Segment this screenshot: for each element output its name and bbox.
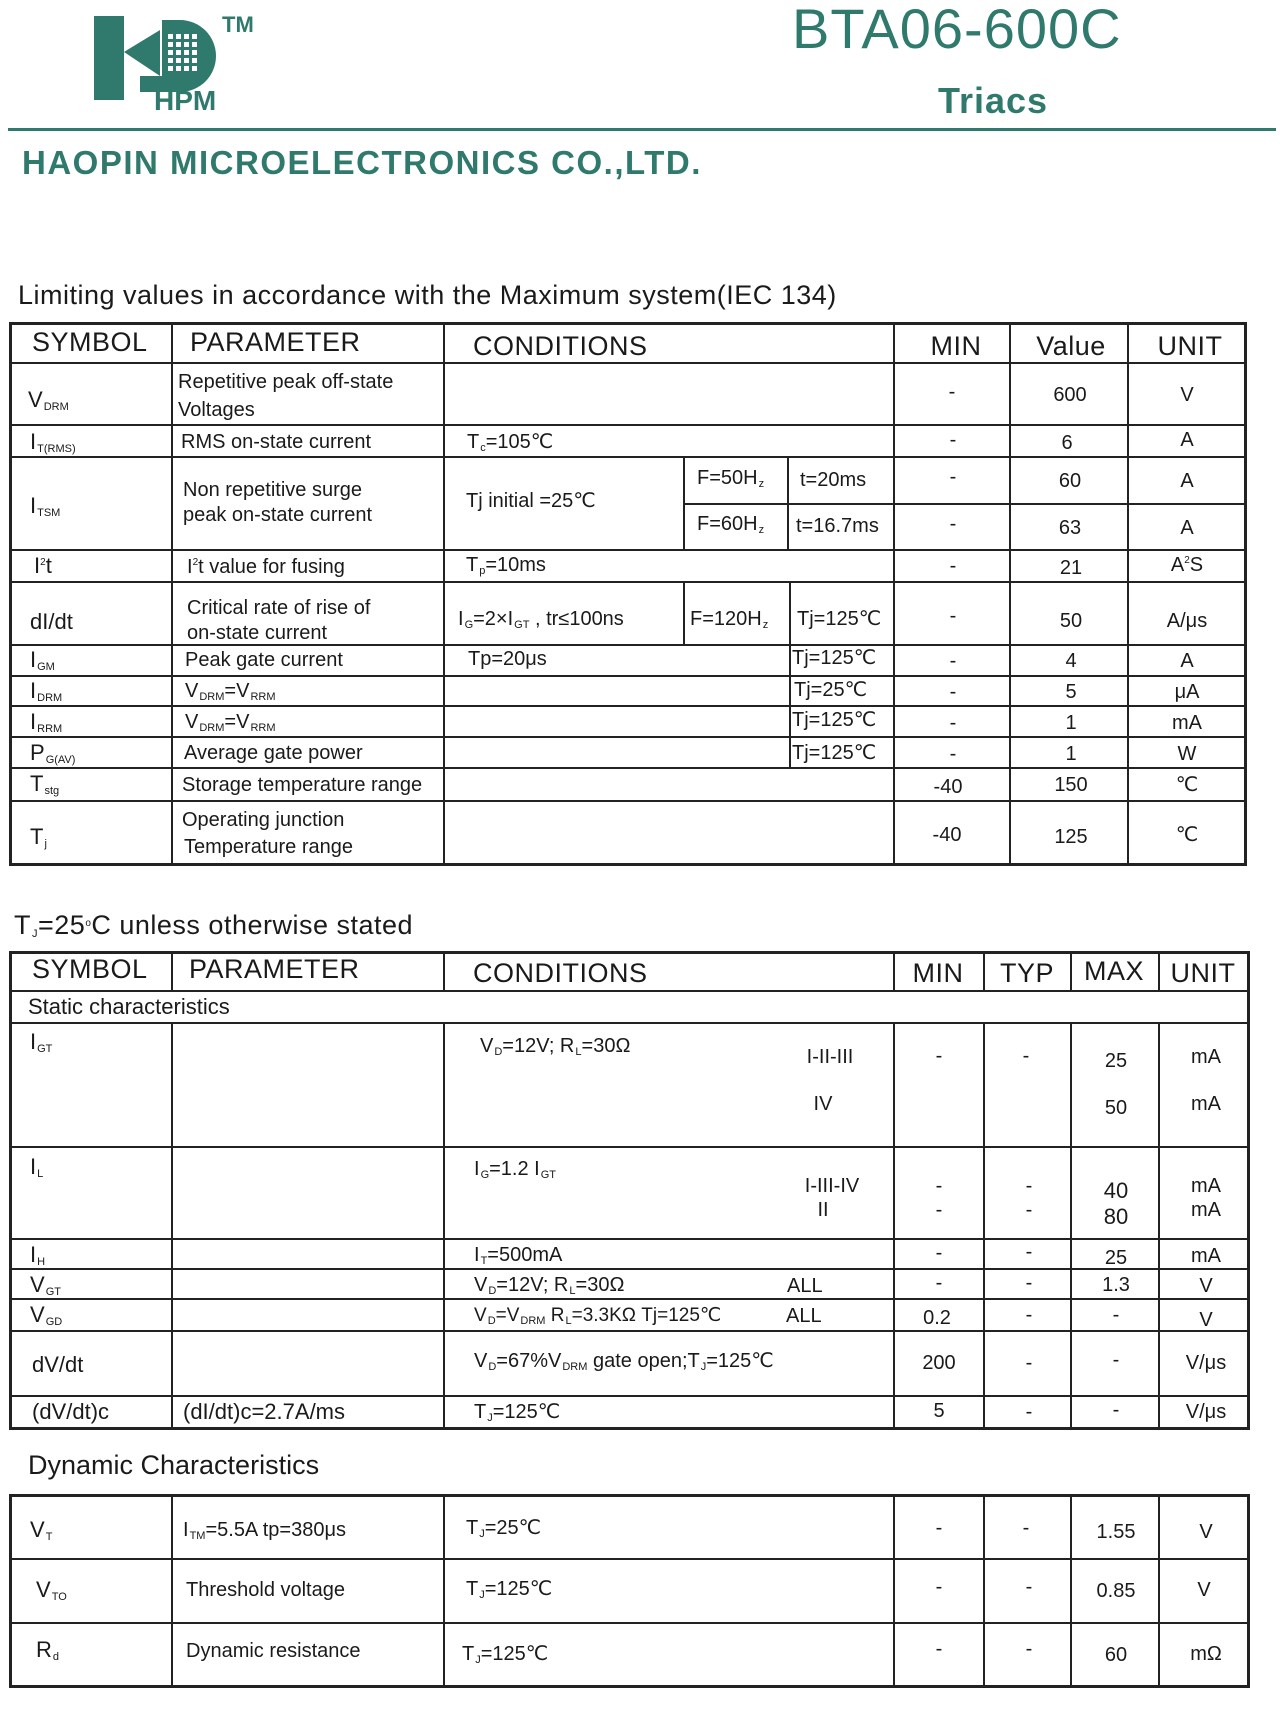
param-igm: Peak gate current (185, 649, 343, 671)
symbol-il: $I_L$ (30, 1154, 44, 1180)
min-dvdtc: 5 (933, 1400, 945, 1422)
cond-vto: $T_J=125℃$ (466, 1578, 553, 1601)
max-vgd: - (1112, 1304, 1120, 1326)
cond-vgt: $V_D=12V$; $R_L=30\Omega$ (474, 1274, 625, 1297)
symbol-i2t: $I^2t$ (34, 553, 52, 578)
tj-irrm: Tj=125℃ (792, 709, 877, 731)
header-min: MIN (930, 331, 982, 361)
cond-dvdtc: $T_J=125℃$ (474, 1401, 561, 1424)
typ-dvdtc: - (1025, 1401, 1033, 1423)
min-irrm: - (949, 712, 957, 734)
max-rd: 60 (1104, 1644, 1128, 1666)
min-tstg: -40 (933, 776, 963, 798)
symbol-itrms: $I_{T(RMS)}$ (30, 429, 76, 455)
min-ih: - (935, 1242, 943, 1264)
symbol-ih: $I_H$ (30, 1242, 46, 1268)
param-didt-2: on-state current (187, 622, 328, 644)
value-vdrm: 600 (1053, 384, 1087, 406)
unit-vdrm: V (1180, 384, 1194, 406)
min-vgt: - (935, 1272, 943, 1294)
typ-vt: - (1022, 1517, 1030, 1539)
typ-igt: - (1022, 1045, 1030, 1067)
char-header-typ: TYP (999, 958, 1055, 988)
tj-idrm: Tj=25℃ (794, 679, 868, 701)
unit-dvdt: V/μs (1185, 1352, 1227, 1374)
value-itsm-2: 63 (1058, 517, 1082, 539)
value-i2t: 21 (1059, 557, 1083, 579)
min-i2t: - (949, 555, 957, 577)
cond-ih: $I_T=500mA$ (474, 1244, 563, 1267)
cond-vgd: $V_D=V_{DRM}$ $R_L=3.3K\Omega$ Tj=125℃ (474, 1305, 722, 1327)
param-vt: $I_{TM}=5.5A$ tp=380μs (183, 1519, 346, 1542)
param-rd: Dynamic resistance (186, 1640, 361, 1662)
value-itsm-1: 60 (1058, 470, 1082, 492)
param-tj-2: Temperature range (184, 836, 353, 858)
cond-igt: $V_D=12V$; $R_L=30\Omega$ (480, 1035, 631, 1058)
min-vto: - (935, 1576, 943, 1598)
unit-igt-2: mA (1191, 1093, 1221, 1115)
min-itsm-2: - (949, 513, 957, 535)
symbol-pgav: $P_{G(AV)}$ (30, 740, 76, 766)
param-itsm-2: peak on-state current (183, 504, 372, 526)
param-didt-1: Critical rate of rise of (187, 597, 371, 619)
quadrant-il-2: II (817, 1199, 829, 1221)
header-unit: UNIT (1157, 331, 1223, 361)
unit-didt: A/μs (1166, 610, 1208, 632)
max-il-1: 40 (1103, 1178, 1129, 1203)
typ-vgd: - (1025, 1304, 1033, 1326)
unit-idrm: μA (1174, 681, 1200, 703)
unit-i2t: $A^2S$ (1170, 554, 1204, 576)
max-igt-2: 50 (1104, 1097, 1128, 1119)
quadrant-vgd: ALL (786, 1305, 822, 1327)
param-vdrm-2: Voltages (178, 399, 255, 421)
char-header-max: MAX (1083, 956, 1145, 986)
typ-il-1: - (1025, 1175, 1033, 1197)
min-vgd: 0.2 (923, 1307, 951, 1329)
quadrant-igt-1: I-II-III (806, 1046, 854, 1068)
unit-igt-1: mA (1191, 1046, 1221, 1068)
param-irrm: $V_{DRM}=V_{RRM}$ (185, 711, 276, 734)
device-type: Triacs (938, 80, 1049, 121)
symbol-igm: $I_{GM}$ (30, 647, 55, 673)
unit-dvdtc: V/μs (1185, 1401, 1227, 1423)
typ-il-2: - (1025, 1199, 1033, 1221)
freq-itsm-2: $F=60H_z$ (697, 513, 765, 536)
typ-dvdt: - (1025, 1352, 1033, 1374)
header-symbol: SYMBOL (32, 327, 148, 357)
symbol-vt: $V_T$ (30, 1517, 53, 1543)
unit-itsm-2: A (1180, 517, 1194, 539)
unit-rd: mΩ (1190, 1643, 1222, 1665)
min-pgav: - (949, 743, 957, 765)
symbol-tstg: $T_{stg}$ (30, 771, 60, 797)
min-dvdt: 200 (922, 1352, 956, 1374)
min-igm: - (949, 650, 957, 672)
param-i2t: $I^2t$ value for fusing (187, 556, 345, 578)
cond-dvdt: $V_D=67\%V_{DRM}$ gate $open;T_J=125℃$ (474, 1350, 774, 1373)
cond-rd: $T_J=125℃$ (462, 1643, 549, 1666)
min-vt: - (935, 1517, 943, 1539)
min-itrms: - (949, 429, 957, 451)
tj-didt: Tj=125℃ (797, 608, 882, 630)
unit-il-1: mA (1191, 1175, 1221, 1197)
unit-itrms: A (1180, 429, 1194, 451)
header-conditions: CONDITIONS (473, 331, 648, 361)
cond-i2t: $T_p=10ms$ (466, 554, 546, 577)
param-tj-1: Operating junction (182, 809, 345, 831)
char-header-symbol: SYMBOL (32, 954, 148, 984)
unit-vgd: V (1199, 1309, 1213, 1331)
char-header-unit: UNIT (1170, 958, 1236, 988)
param-vdrm-1: Repetitive peak off-state (178, 371, 394, 393)
max-vto: 0.85 (1096, 1580, 1136, 1602)
typ-vgt: - (1025, 1272, 1033, 1294)
min-il-1: - (935, 1175, 943, 1197)
time-itsm-2: t=16.7ms (796, 515, 879, 537)
symbol-vgd: $V_{GD}$ (30, 1302, 63, 1328)
symbol-igt: $I_{GT}$ (30, 1029, 53, 1055)
max-ih: 25 (1104, 1247, 1128, 1269)
param-tstg: Storage temperature range (182, 774, 423, 796)
unit-irrm: mA (1172, 712, 1202, 734)
unit-vt: V (1199, 1521, 1213, 1543)
unit-tstg: ℃ (1175, 774, 1199, 796)
min-vdrm: - (948, 381, 956, 403)
header-parameter: PARAMETER (190, 327, 361, 357)
symbol-dvdt: dV/dt (32, 1352, 84, 1377)
value-idrm: 5 (1065, 681, 1077, 703)
header-rule (8, 128, 1276, 131)
logo-arrow (124, 30, 160, 76)
min-rd: - (935, 1638, 943, 1660)
max-vgt: 1.3 (1102, 1274, 1130, 1296)
symbol-vdrm: $V_{DRM}$ (28, 387, 69, 413)
param-vto: Threshold voltage (186, 1579, 345, 1601)
max-vt: 1.55 (1096, 1521, 1136, 1543)
unit-vgt: V (1199, 1275, 1213, 1297)
max-igt-1: 25 (1104, 1050, 1128, 1072)
part-number: BTA06-600C (792, 0, 1122, 60)
min-igt: - (935, 1045, 943, 1067)
logo-bar (94, 16, 124, 100)
symbol-irrm: $I_{RRM}$ (30, 709, 63, 735)
unit-ih: mA (1191, 1245, 1221, 1267)
min-il-2: - (935, 1199, 943, 1221)
unit-il-2: mA (1191, 1199, 1221, 1221)
typ-vto: - (1025, 1576, 1033, 1598)
unit-vto: V (1197, 1579, 1211, 1601)
param-dvdtc: (dI/dt)c=2.7A/ms (183, 1399, 346, 1424)
cond-vt: $T_J=25℃$ (466, 1517, 542, 1540)
char-header-min: MIN (912, 958, 964, 988)
symbol-itsm: $I_{TSM}$ (30, 493, 61, 519)
max-il-2: 80 (1103, 1204, 1129, 1229)
cond-itsm: Tj initial =25℃ (466, 490, 596, 512)
value-tstg: 150 (1054, 774, 1088, 796)
min-itsm-1: - (949, 466, 957, 488)
characteristics-title: $T_J=25^oC$ unless otherwise stated (14, 910, 414, 940)
symbol-dvdtc: (dV/dt)c (32, 1399, 110, 1424)
param-itsm-1: Non repetitive surge (183, 479, 362, 501)
limiting-values-title: Limiting values in accordance with the Maximum system(IEC 134) (18, 280, 837, 310)
unit-igm: A (1180, 650, 1194, 672)
value-irrm: 1 (1065, 712, 1077, 734)
symbol-didt: dI/dt (30, 609, 73, 634)
freq-didt: $F=120H_z$ (690, 608, 769, 631)
cond-il: $I_G=1.2$ $I_{GT}$ (474, 1158, 557, 1181)
time-itsm-1: t=20ms (800, 469, 867, 491)
symbol-idrm: $I_{DRM}$ (30, 678, 63, 704)
dynamic-characteristics-title: Dynamic Characteristics (28, 1450, 320, 1480)
value-pgav: 1 (1065, 743, 1077, 765)
char-header-parameter: PARAMETER (189, 954, 360, 984)
unit-pgav: W (1177, 743, 1197, 765)
symbol-vto: $V_{TO}$ (36, 1577, 67, 1603)
min-didt: - (949, 605, 957, 627)
company-name: HAOPIN MICROELECTRONICS CO.,LTD. (22, 144, 702, 181)
max-dvdt: - (1112, 1349, 1120, 1371)
min-tj: -40 (932, 824, 962, 846)
param-pgav: Average gate power (184, 742, 363, 764)
quadrant-igt-2: IV (813, 1093, 833, 1115)
tj-pgav: Tj=125℃ (792, 742, 877, 764)
trademark-mark: TM (222, 12, 254, 37)
value-itrms: 6 (1061, 432, 1073, 454)
header-value: Value (1036, 331, 1106, 361)
char-header-conditions: CONDITIONS (473, 958, 648, 988)
unit-tj: ℃ (1175, 824, 1199, 846)
value-didt: 50 (1059, 610, 1083, 632)
symbol-vgt: $V_{GT}$ (30, 1272, 61, 1298)
param-idrm: $V_{DRM}=V_{RRM}$ (185, 680, 276, 703)
cond-igm: Tp=20μs (468, 648, 547, 670)
symbol-rd: $R_d$ (36, 1637, 60, 1663)
quadrant-vgt: ALL (787, 1275, 823, 1297)
symbol-tj: $T_j$ (30, 824, 47, 850)
value-tj: 125 (1054, 826, 1088, 848)
static-characteristics-label: Static characteristics (28, 994, 230, 1019)
cond-didt: $I_G=2\times I_{GT}$ , tr≤100ns (458, 608, 624, 631)
unit-itsm-1: A (1180, 470, 1194, 492)
logo-text: HPM (154, 85, 217, 112)
freq-itsm-1: $F=50H_z$ (697, 467, 765, 490)
typ-rd: - (1025, 1638, 1033, 1660)
typ-ih: - (1025, 1241, 1033, 1263)
quadrant-il-1: I-III-IV (804, 1175, 860, 1197)
max-dvdtc: - (1112, 1399, 1120, 1421)
cond-itrms: $T_c=105℃$ (467, 431, 554, 454)
param-itrms: RMS on-state current (181, 431, 372, 453)
value-igm: 4 (1065, 650, 1077, 672)
min-idrm: - (949, 681, 957, 703)
tj-igm: Tj=125℃ (792, 647, 877, 669)
